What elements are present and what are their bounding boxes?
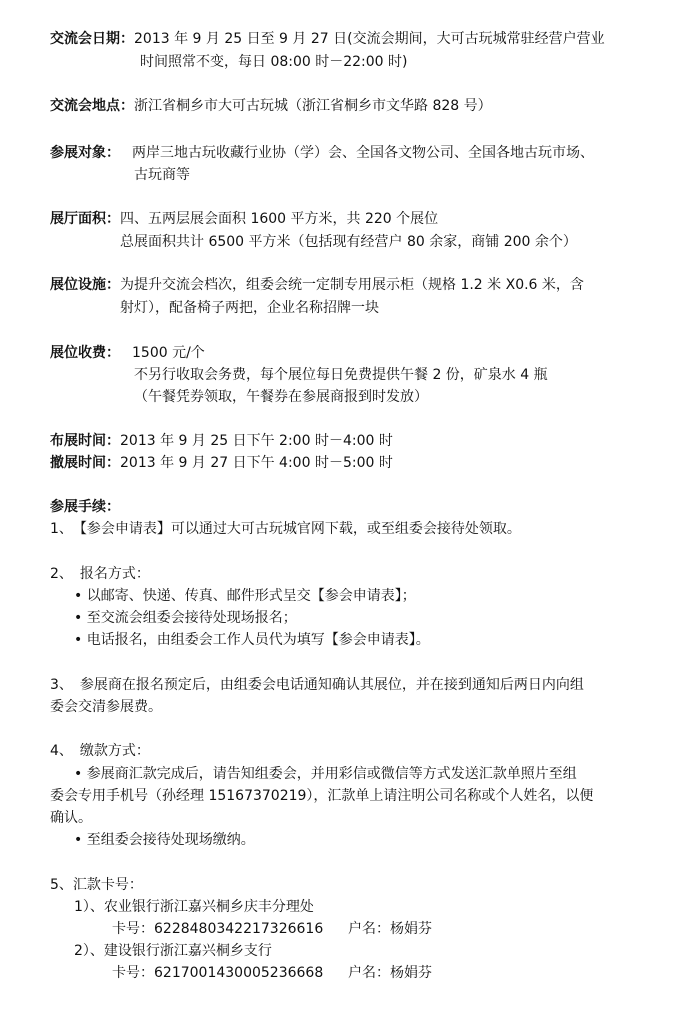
procedure-item-1: 1、 【参会申请表】可以通过大可古玩城官网下载，或至组委会接待处领取。 — [50, 521, 521, 537]
procedure-item-4-bullet-1-line-3: 确认。 — [50, 810, 92, 826]
target-label: 参展对象： — [50, 145, 120, 161]
target-line-2: 古玩商等 — [134, 167, 190, 183]
fee-line-3: （午餐凭券领取，午餐券在参展商报到时发放） — [134, 389, 428, 405]
venue-line — [50, 95, 492, 117]
facility-value: 为提升交流会档次，组委会统一定制专用展示柜（规格 1.2 米 X0.6 米，含 — [120, 277, 584, 293]
procedure-item-4-bullet-2: • 至组委会接待处现场缴纳。 — [74, 832, 255, 848]
teardown-label: 撤展时间： — [50, 455, 120, 471]
fee-value: 1500 元/个 — [132, 345, 205, 361]
date-line-2: 时间照常不变，每日 08:00 时－22:00 时) — [140, 54, 408, 70]
area-line-1 — [50, 208, 438, 230]
target-line-1 — [50, 142, 594, 164]
date-line-1 — [50, 28, 605, 50]
teardown-value: 2013 年 9 月 27 日下午 4:00 时－5:00 时 — [120, 455, 393, 471]
facility-label: 展位设施： — [50, 277, 120, 293]
bank-1-holder: 户名：杨娟芬 — [348, 921, 432, 937]
setup-line — [50, 430, 393, 452]
bank-2-holder: 户名：杨娟芬 — [348, 965, 432, 981]
procedure-item-3-line-2: 委会交清参展费。 — [50, 699, 162, 715]
procedure-item-2-bullet-2: • 至交流会组委会接待处现场报名； — [74, 610, 297, 626]
bank-2-card: 卡号：6217001430005236668 — [112, 965, 324, 981]
bank-1-card: 卡号：6228480342217326616 — [112, 921, 324, 937]
facility-line-2: 射灯），配备椅子两把，企业名称招牌一块 — [120, 300, 379, 316]
bank-2-name: 2）、建设银行浙江嘉兴桐乡支行 — [74, 943, 272, 959]
fee-line-1 — [50, 342, 205, 364]
venue-label: 交流会地点： — [50, 98, 134, 114]
setup-label: 布展时间： — [50, 433, 120, 449]
procedure-item-4-bullet-1-line-2: 委会专用手机号（孙经理 15167370219），汇款单上请注明公司名称或个人姓名，以便 — [50, 788, 594, 804]
fee-line-2: 不另行收取会务费，每个展位每日免费提供午餐 2 份，矿泉水 4 瓶 — [134, 367, 548, 383]
date-value: 2013 年 9 月 25 日至 9 月 27 日(交流会期间，大可古玩城常驻经营户营业 — [134, 31, 605, 47]
venue-value: 浙江省桐乡市大可古玩城（浙江省桐乡市文华路 828 号） — [134, 98, 492, 114]
area-line-2: 总展面积共计 6500 平方米（包括现有经营户 80 余家，商铺 200 余个） — [120, 234, 577, 250]
bank-1-name: 1）、农业银行浙江嘉兴桐乡庆丰分理处 — [74, 899, 314, 915]
procedure-item-2-bullet-3: • 电话报名，由组委会工作人员代为填写【参会申请表】。 — [74, 632, 430, 648]
date-label: 交流会日期： — [50, 31, 134, 47]
facility-line-1 — [50, 274, 584, 296]
procedure-item-5-head: 5、汇款卡号： — [50, 877, 143, 893]
procedure-item-2-bullet-1: • 以邮寄、快递、传真、邮件形式呈交【参会申请表】； — [74, 588, 416, 604]
setup-value: 2013 年 9 月 25 日下午 2:00 时－4:00 时 — [120, 433, 393, 449]
procedure-item-3-line-1: 3、 参展商在报名预定后，由组委会电话通知确认其展位，并在接到通知后两日内向组 — [50, 677, 584, 693]
area-label: 展厅面积： — [50, 211, 120, 227]
target-value: 两岸三地古玩收藏行业协（学）会、全国各文物公司、全国各地古玩市场、 — [132, 145, 594, 161]
teardown-line — [50, 452, 393, 474]
area-value: 四、五两层展会面积 1600 平方米，共 220 个展位 — [120, 211, 439, 227]
procedure-item-4-bullet-1-line-1: • 参展商汇款完成后，请告知组委会，并用彩信或微信等方式发送汇款单照片至组 — [74, 766, 577, 782]
procedures-title: 参展手续： — [50, 499, 120, 515]
procedure-item-4-head: 4、 缴款方式： — [50, 743, 150, 759]
fee-label: 展位收费： — [50, 345, 120, 361]
procedure-item-2-head: 2、 报名方式： — [50, 566, 150, 582]
